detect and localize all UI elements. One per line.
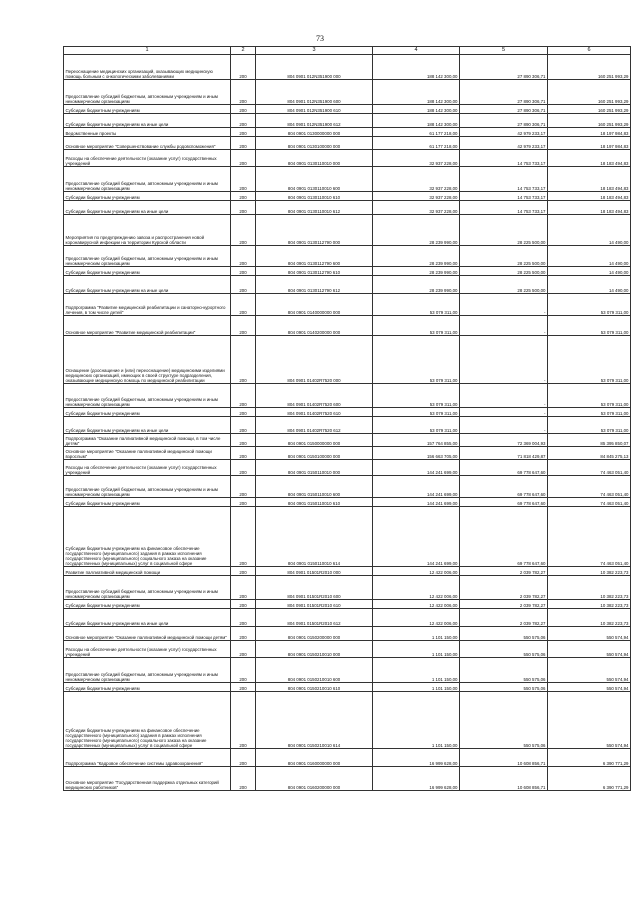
row-plan: 28 239 990,00 (373, 267, 460, 276)
row-code: 804 0901 0150210010 000 (256, 641, 373, 658)
row-code: 804 0901 0130112790 610 (256, 267, 373, 276)
row-ved: 200 (231, 114, 256, 128)
row-executed: 42 979 233,17 (460, 128, 548, 137)
table-row (64, 384, 631, 408)
row-remainder: 18 183 494,83 (548, 150, 631, 167)
row-remainder: 10 382 223,73 (548, 609, 631, 627)
row-name: Предоставление субсидий бюджетным, автономным учреждениям и иным некоммерческим организациям (64, 476, 231, 498)
row-plan: 1 101 150,00 (373, 683, 460, 692)
row-ved: 200 (231, 476, 256, 498)
page-number: 73 (316, 34, 324, 43)
row-plan: 61 177 218,00 (373, 128, 460, 137)
budget-table (63, 46, 631, 791)
row-name: Предоставление субсидий бюджетным, автономным учреждениям и иным некоммерческим организациям (64, 576, 231, 600)
row-ved: 200 (231, 150, 256, 167)
row-executed: 42 979 233,17 (460, 137, 548, 150)
row-code: 804 0901 0130000000 000 (256, 128, 373, 137)
row-plan: 1 101 150,00 (373, 692, 460, 749)
column-header-code: 3 (256, 47, 373, 55)
table-row (64, 150, 631, 167)
table-row (64, 336, 631, 384)
row-remainder: 74 463 051,40 (548, 460, 631, 476)
row-ved: 200 (231, 294, 256, 316)
row-code: 804 0901 0130100000 000 (256, 137, 373, 150)
row-ved: 200 (231, 749, 256, 767)
row-plan: 144 241 699,00 (373, 476, 460, 498)
table-row (64, 137, 631, 150)
row-plan: 12 422 006,00 (373, 567, 460, 576)
table-row (64, 192, 631, 201)
row-plan: 1 101 150,00 (373, 641, 460, 658)
row-name: Предоставление субсидий бюджетным, автономным учреждениям и иным некоммерческим организациям (64, 80, 231, 105)
row-name: Основное мероприятие "Развитие медицинской реабилитации" (64, 316, 231, 336)
row-executed: 69 778 647,60 (460, 460, 548, 476)
row-remainder: 53 079 311,00 (548, 294, 631, 316)
row-ved: 200 (231, 192, 256, 201)
row-name: Развитие паллиативной медицинской помощи (64, 567, 231, 576)
row-plan: 144 241 699,00 (373, 507, 460, 567)
column-header-executed: 5 (460, 47, 548, 55)
row-executed: - (460, 294, 548, 316)
row-remainder: 550 574,94 (548, 692, 631, 749)
row-executed: 28 225 500,00 (460, 246, 548, 267)
row-executed: 28 225 500,00 (460, 267, 548, 276)
row-remainder: 14 490,00 (548, 246, 631, 267)
row-code: 804 0901 0150110010 600 (256, 476, 373, 498)
row-ved: 200 (231, 384, 256, 408)
table-row (64, 167, 631, 192)
row-executed: 550 575,06 (460, 658, 548, 683)
row-code: 804 0901 012N351900 612 (256, 114, 373, 128)
table-row (64, 105, 631, 114)
row-name: Субсидии бюджетным учреждениям (64, 498, 231, 507)
table-row (64, 683, 631, 692)
row-executed: 10 608 856,71 (460, 749, 548, 767)
table-row (64, 658, 631, 683)
row-ved: 200 (231, 567, 256, 576)
row-code: 804 0901 0140000000 000 (256, 294, 373, 316)
row-name: Расходы на обеспечение деятельности (оказание услуг) государственных учреждений (64, 460, 231, 476)
row-remainder: 10 382 223,73 (548, 576, 631, 600)
row-executed: 2 039 782,27 (460, 567, 548, 576)
row-remainder: 550 574,94 (548, 658, 631, 683)
table-row (64, 627, 631, 641)
row-plan: 32 937 228,00 (373, 150, 460, 167)
row-remainder: 550 574,94 (548, 641, 631, 658)
row-ved: 200 (231, 498, 256, 507)
row-plan: 53 079 311,00 (373, 294, 460, 316)
row-name: Основное мероприятие "Совершенствование службы родовспоможения" (64, 137, 231, 150)
row-executed: 2 039 782,27 (460, 576, 548, 600)
row-plan: 144 241 699,00 (373, 460, 460, 476)
row-code: 804 0901 0150110010 614 (256, 507, 373, 567)
row-plan: 28 239 990,00 (373, 276, 460, 294)
row-remainder: 550 574,94 (548, 683, 631, 692)
row-executed: 14 753 733,17 (460, 150, 548, 167)
row-ved: 200 (231, 55, 256, 80)
row-remainder: 53 079 311,00 (548, 417, 631, 434)
row-remainder: 18 183 494,83 (548, 167, 631, 192)
row-name: Субсидии бюджетным учреждениям на финансовое обеспечение государственного (муниципального) задания в рамках исполнения государственного (муниципального) социального заказа на оказание государственных (муниципальных) услуг в социальной сфере (64, 692, 231, 749)
row-executed: 69 778 647,60 (460, 507, 548, 567)
table-row (64, 600, 631, 609)
row-remainder: 18 183 494,83 (548, 192, 631, 201)
row-plan: 32 937 228,00 (373, 192, 460, 201)
row-remainder: 84 845 275,13 (548, 447, 631, 460)
row-ved: 200 (231, 600, 256, 609)
row-plan: 28 239 990,00 (373, 215, 460, 246)
row-ved: 200 (231, 767, 256, 791)
row-remainder: 14 490,00 (548, 267, 631, 276)
row-ved: 200 (231, 641, 256, 658)
row-remainder: 6 390 771,29 (548, 767, 631, 791)
row-remainder: 160 251 993,29 (548, 114, 631, 128)
row-remainder: 85 395 850,07 (548, 434, 631, 447)
table-row (64, 80, 631, 105)
row-plan: 12 422 006,00 (373, 609, 460, 627)
table-row (64, 609, 631, 627)
table-body (64, 55, 631, 791)
row-name: Основное мероприятие "Оказание паллиативной медицинской помощи детям" (64, 627, 231, 641)
row-ved: 200 (231, 434, 256, 447)
row-ved: 200 (231, 246, 256, 267)
row-name: Мероприятия по предупреждению завоза и распространения новой коронавирусной инфекции на территории Курской области (64, 215, 231, 246)
table-row (64, 476, 631, 498)
row-executed: 14 753 733,17 (460, 192, 548, 201)
row-remainder: 53 079 311,00 (548, 336, 631, 384)
row-executed: 10 608 856,71 (460, 767, 548, 791)
row-remainder: 14 490,00 (548, 215, 631, 246)
row-executed: 69 778 647,60 (460, 476, 548, 498)
row-plan: 188 142 300,00 (373, 105, 460, 114)
row-plan: 1 101 150,00 (373, 658, 460, 683)
row-name: Основное мероприятие "Государственная поддержка отдельных категорий медицинских работников" (64, 767, 231, 791)
row-code: 804 0901 0140200000 000 (256, 316, 373, 336)
row-ved: 200 (231, 80, 256, 105)
row-remainder: 14 490,00 (548, 276, 631, 294)
table-row (64, 576, 631, 600)
header-row (64, 47, 631, 55)
row-name: Оснащение (дооснащение и (или) переоснащение) медицинскими изделиями медицинских организаций, имеющих в своей структуре подразделения, оказывающие медицинскую помощь по медицинской реабилитации (64, 336, 231, 384)
table-row (64, 316, 631, 336)
row-executed: 27 890 306,71 (460, 114, 548, 128)
row-name: Субсидии бюджетным учреждениям на иные цели (64, 276, 231, 294)
table-row (64, 447, 631, 460)
row-code: 804 0901 0150000000 000 (256, 434, 373, 447)
row-name: Ведомственные проекты (64, 128, 231, 137)
table-row (64, 114, 631, 128)
row-plan: 32 937 228,00 (373, 201, 460, 215)
row-remainder: 550 574,94 (548, 627, 631, 641)
row-ved: 200 (231, 276, 256, 294)
row-plan: 28 239 990,00 (373, 246, 460, 267)
row-ved: 200 (231, 683, 256, 692)
row-ved: 200 (231, 316, 256, 336)
table-row (64, 55, 631, 80)
row-name: Предоставление субсидий бюджетным, автономным учреждениям и иным некоммерческим организациям (64, 658, 231, 683)
row-remainder: 53 079 311,00 (548, 384, 631, 408)
row-ved: 200 (231, 408, 256, 417)
row-executed: 550 575,06 (460, 627, 548, 641)
row-plan: 32 937 228,00 (373, 167, 460, 192)
row-name: Субсидии бюджетным учреждениям на иные цели (64, 417, 231, 434)
table-row (64, 498, 631, 507)
row-ved: 200 (231, 128, 256, 137)
row-executed: 550 575,06 (460, 683, 548, 692)
row-ved: 200 (231, 336, 256, 384)
row-name: Предоставление субсидий бюджетным, автономным учреждениям и иным некоммерческим организациям (64, 167, 231, 192)
row-executed: 2 039 782,27 (460, 609, 548, 627)
row-name: Субсидии бюджетным учреждениям (64, 408, 231, 417)
row-plan: 53 079 311,00 (373, 408, 460, 417)
row-ved: 200 (231, 201, 256, 215)
row-name: Предоставление субсидий бюджетным, автономным учреждениям и иным некоммерческим организациям (64, 384, 231, 408)
row-executed: 14 753 733,17 (460, 201, 548, 215)
row-executed: 72 369 004,93 (460, 434, 548, 447)
row-plan: 53 079 311,00 (373, 384, 460, 408)
row-executed: - (460, 408, 548, 417)
row-executed: 27 890 306,71 (460, 105, 548, 114)
row-plan: 188 142 300,00 (373, 80, 460, 105)
row-ved: 200 (231, 105, 256, 114)
row-code: 804 0901 0130110010 600 (256, 167, 373, 192)
table-row (64, 692, 631, 749)
table-row (64, 215, 631, 246)
row-ved: 200 (231, 447, 256, 460)
row-executed: 27 890 306,71 (460, 80, 548, 105)
column-header-remainder: 6 (548, 47, 631, 55)
table-row (64, 641, 631, 658)
row-remainder: 160 251 993,29 (548, 55, 631, 80)
row-code: 804 0901 0150200000 000 (256, 627, 373, 641)
row-name: Переоснащение медицинских организаций, оказывающих медицинскую помощь больным с онкологическими заболеваниями (64, 55, 231, 80)
row-code: 804 0901 012N351900 610 (256, 105, 373, 114)
row-executed: - (460, 384, 548, 408)
row-ved: 200 (231, 137, 256, 150)
table-row (64, 294, 631, 316)
row-remainder: 74 463 051,40 (548, 507, 631, 567)
row-code: 804 0901 0150110010 000 (256, 460, 373, 476)
row-ved: 200 (231, 460, 256, 476)
table-row (64, 767, 631, 791)
row-name: Расходы на обеспечение деятельности (оказание услуг) государственных учреждений (64, 641, 231, 658)
row-code: 804 0901 01402R7520 610 (256, 408, 373, 417)
table-row (64, 749, 631, 767)
row-name: Субсидии бюджетным учреждениям (64, 267, 231, 276)
row-remainder: 6 390 771,29 (548, 749, 631, 767)
row-name: Субсидии бюджетным учреждениям на иные цели (64, 609, 231, 627)
table-row (64, 567, 631, 576)
table-row (64, 128, 631, 137)
row-name: Субсидии бюджетным учреждениям (64, 683, 231, 692)
row-remainder: 18 183 494,83 (548, 201, 631, 215)
row-ved: 200 (231, 167, 256, 192)
row-code: 804 0901 0130112790 600 (256, 246, 373, 267)
row-plan: 16 999 628,00 (373, 749, 460, 767)
row-ved: 200 (231, 692, 256, 749)
row-plan: 53 079 311,00 (373, 336, 460, 384)
row-code: 804 0901 01501R2010 000 (256, 567, 373, 576)
row-ved: 200 (231, 658, 256, 683)
row-plan: 157 764 855,00 (373, 434, 460, 447)
row-remainder: 10 382 223,73 (548, 567, 631, 576)
row-remainder: 74 463 051,40 (548, 476, 631, 498)
row-plan: 53 079 311,00 (373, 417, 460, 434)
row-code: 804 0901 0130110010 000 (256, 150, 373, 167)
row-executed: 27 890 306,71 (460, 55, 548, 80)
row-code: 804 0901 0130110010 612 (256, 201, 373, 215)
row-executed: 71 818 429,87 (460, 447, 548, 460)
row-code: 804 0901 0130112790 000 (256, 215, 373, 246)
row-executed: 14 753 733,17 (460, 167, 548, 192)
row-plan: 12 422 006,00 (373, 576, 460, 600)
row-remainder: 160 251 993,29 (548, 105, 631, 114)
column-header-plan: 4 (373, 47, 460, 55)
row-ved: 200 (231, 627, 256, 641)
row-code: 804 0901 01402R7520 612 (256, 417, 373, 434)
row-remainder: 53 079 311,00 (548, 316, 631, 336)
row-executed: - (460, 336, 548, 384)
row-executed: 550 575,06 (460, 641, 548, 658)
row-plan: 1 101 150,00 (373, 627, 460, 641)
row-code: 804 0901 01501R2010 612 (256, 609, 373, 627)
row-code: 804 0901 012N351900 000 (256, 55, 373, 80)
row-plan: 61 177 218,00 (373, 137, 460, 150)
row-code: 804 0901 0150100000 000 (256, 447, 373, 460)
row-code: 804 0901 0150210010 600 (256, 658, 373, 683)
row-executed: - (460, 417, 548, 434)
row-name: Подпрограмма "Оказание паллиативной медицинской помощи, в том числе детям" (64, 434, 231, 447)
table-row (64, 246, 631, 267)
row-name: Субсидии бюджетным учреждениям (64, 192, 231, 201)
row-code: 804 0901 0160000000 000 (256, 749, 373, 767)
table-row (64, 408, 631, 417)
table-row (64, 460, 631, 476)
row-plan: 156 663 705,00 (373, 447, 460, 460)
table-row (64, 434, 631, 447)
table-row (64, 507, 631, 567)
row-plan: 53 079 311,00 (373, 316, 460, 336)
row-code: 804 0901 0150110010 610 (256, 498, 373, 507)
row-code: 804 0901 012N351900 600 (256, 80, 373, 105)
row-remainder: 160 251 993,29 (548, 80, 631, 105)
row-executed: 28 225 500,00 (460, 215, 548, 246)
row-plan: 16 999 628,00 (373, 767, 460, 791)
row-code: 804 0901 01402R7520 000 (256, 336, 373, 384)
row-ved: 200 (231, 609, 256, 627)
row-name: Предоставление субсидий бюджетным, автономным учреждениям и иным некоммерческим организациям (64, 246, 231, 267)
row-name: Субсидии бюджетным учреждениям (64, 105, 231, 114)
row-plan: 144 241 699,00 (373, 498, 460, 507)
row-ved: 200 (231, 215, 256, 246)
row-ved: 200 (231, 267, 256, 276)
row-name: Субсидии бюджетным учреждениям на иные цели (64, 114, 231, 128)
row-code: 804 0901 0130112790 612 (256, 276, 373, 294)
row-plan: 188 142 300,00 (373, 114, 460, 128)
row-name: Субсидии бюджетным учреждениям (64, 600, 231, 609)
row-executed: 69 778 647,60 (460, 498, 548, 507)
row-code: 804 0901 0150210010 614 (256, 692, 373, 749)
table-row (64, 267, 631, 276)
row-remainder: 53 079 311,00 (548, 408, 631, 417)
row-ved: 200 (231, 417, 256, 434)
row-name: Расходы на обеспечение деятельности (оказание услуг) государственных учреждений (64, 150, 231, 167)
row-ved: 200 (231, 576, 256, 600)
row-name: Подпрограмма "Развитие медицинской реабилитации и санаторно-курортного лечения, в том числе детей" (64, 294, 231, 316)
row-code: 804 0901 01402R7520 600 (256, 384, 373, 408)
row-remainder: 18 197 984,83 (548, 128, 631, 137)
column-header-ved: 2 (231, 47, 256, 55)
row-remainder: 74 463 051,40 (548, 498, 631, 507)
table-row (64, 417, 631, 434)
row-code: 804 0901 01501R2010 600 (256, 576, 373, 600)
table-row (64, 201, 631, 215)
row-code: 804 0901 0130110010 610 (256, 192, 373, 201)
row-name: Субсидии бюджетным учреждениям на финансовое обеспечение государственного (муниципального) задания в рамках исполнения государственного (муниципального) социального заказа на оказание государственных (муниципальных) услуг в социальной сфере (64, 507, 231, 567)
column-header-name: 1 (64, 47, 231, 55)
row-name: Субсидии бюджетным учреждениям на иные цели (64, 201, 231, 215)
row-name: Подпрограмма "Кадровое обеспечение системы здравоохранения" (64, 749, 231, 767)
table-row (64, 276, 631, 294)
row-code: 804 0901 0160200000 000 (256, 767, 373, 791)
row-remainder: 18 197 984,83 (548, 137, 631, 150)
row-remainder: 10 382 223,73 (548, 600, 631, 609)
row-name: Основное мероприятие "Оказание паллиативной медицинской помощи взрослым" (64, 447, 231, 460)
row-plan: 12 422 006,00 (373, 600, 460, 609)
row-ved: 200 (231, 507, 256, 567)
row-plan: 188 142 300,00 (373, 55, 460, 80)
row-code: 804 0901 0150210010 610 (256, 683, 373, 692)
row-executed: 28 225 500,00 (460, 276, 548, 294)
row-executed: - (460, 316, 548, 336)
row-executed: 550 575,06 (460, 692, 548, 749)
row-executed: 2 039 782,27 (460, 600, 548, 609)
row-code: 804 0901 01501R2010 610 (256, 600, 373, 609)
